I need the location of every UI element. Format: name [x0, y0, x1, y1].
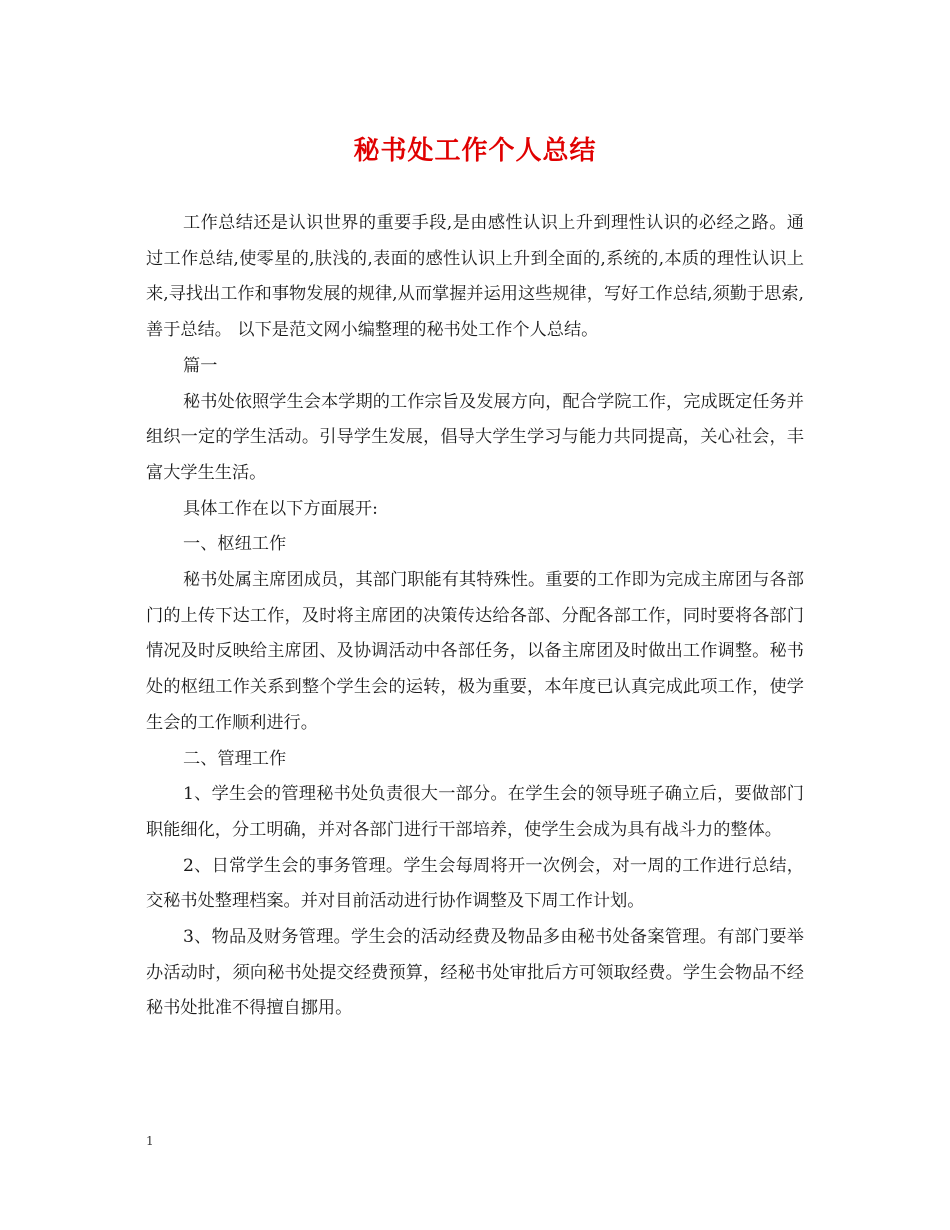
paragraph-work-areas: 具体工作在以下方面展开:	[183, 498, 378, 519]
paragraph-management-1: 1、学生会的管理秘书处负责很大一部分。在学生会的领导班子确立后，要做部门职能细化，分工明确，并对各部门进行干部培养，使学生会成为具有战斗力的整体。	[146, 784, 804, 840]
paragraph-management-2: 2、日常学生会的事务管理。学生会每周将开一次例会，对一周的工作进行总结，交秘书处整理档案。并对目前活动进行协作调整及下周工作计划。	[146, 855, 804, 912]
page-number: 1	[146, 1134, 154, 1148]
document-body	[146, 206, 804, 1027]
intro-paragraph: 工作总结还是认识世界的重要手段,是由感性认识上升到理性认识的必经之路。通过工作总结,使零星的,肤浅的,表面的感性认识上升到全面的,系统的,本质的理性认识上来,寻找出工作和事物发展的规律,从而掌握并运用这些规律，写好工作总结,须勤于思索,善于总结。 以下是范文网小编整理的秘书处工作个人总结。	[146, 213, 804, 341]
document-title: 秘书处工作个人总结	[353, 136, 597, 166]
paragraph-management-3: 3、物品及财务管理。学生会的活动经费及物品多由秘书处备案管理。有部门要举办活动时，须向秘书处提交经费预算，经秘书处审批后方可领取经费。学生会物品不经秘书处批准不得擅自挪用。	[146, 927, 804, 1019]
section-heading-hub-work: 一、枢纽工作	[183, 534, 287, 555]
section-heading-part-one: 篇一	[183, 355, 218, 376]
paragraph-purpose: 秘书处依照学生会本学期的工作宗旨及发展方向，配合学院工作，完成既定任务并组织一定的学生活动。引导学生发展，倡导大学生学习与能力共同提高，关心社会，丰富大学生生活。	[146, 391, 804, 483]
paragraph-hub-work: 秘书处属主席团成员，其部门职能有其特殊性。重要的工作即为完成主席团与各部门的上传下达工作，及时将主席团的决策传达给各部、分配各部工作，同时要将各部门情况及时反映给主席团、及协调活动中各部任务，以备主席团及时做出工作调整。秘书处的枢纽工作关系到整个学生会的运转，极为重要，本年度已认真完成此项工作，使学生会的工作顺利进行。	[146, 570, 804, 733]
section-heading-management: 二、管理工作	[183, 748, 287, 769]
